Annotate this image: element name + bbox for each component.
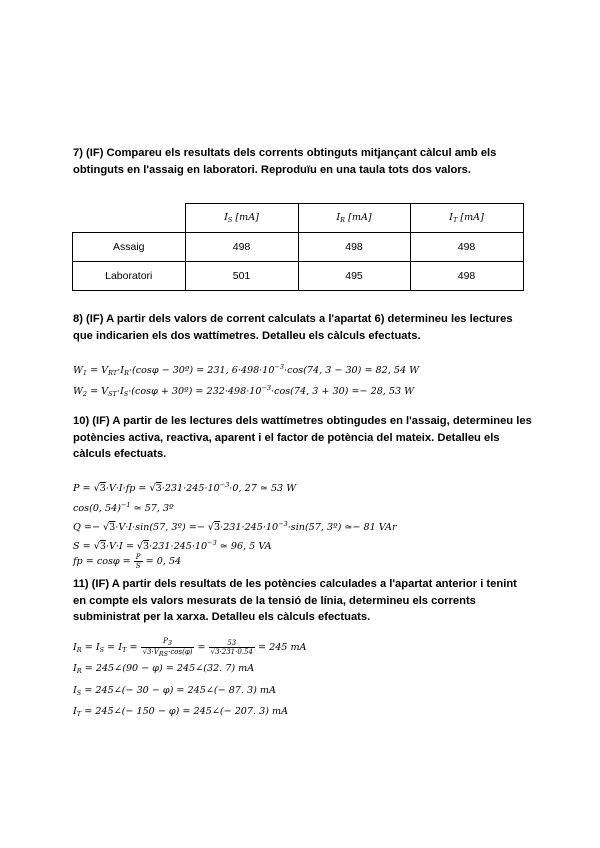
equation-is: $I_S$ = 245∠(− 30 − φ) = 245∠(− 87. 3) mA [73,685,276,697]
header-ir: $I_R$ [mA] [298,204,410,233]
table-header-row [73,204,524,233]
question-7: 7) (IF) Compareu els resultats dels corrents obtinguts mitjançant càlcul amb els obtinguts en l'assaig en laboratori. Reproduïu en una taula tots dos valors. [73,147,497,176]
table-cell: 498 [410,262,523,291]
question-10: 10) (IF) A partir de les lectures dels wattímetres obtingudes en l'assaig, determineu les potències activa, reactiva, aparent i el factor de potència del mateix. Detalleu els càlculs efectuats. [73,415,532,460]
header-it: $I_T$ [mA] [410,204,523,233]
equation-w1: $W_1 = V_{RT}\cdot I_R\cdot(\cos\varphi$ − 30º) = 231, $6\cdot 498\cdot 10^{-3}\cdot\cos(74$, 3 − 30) = 82, 54 W [73,363,419,377]
equation-s: $S = √3\cdot V\cdot I = √3\cdot 231\cdot 245\cdot 10^{-3}$ ≃ 96, 5 VA [73,539,272,552]
question-11: 11) (IF) A partir dels resultats de les potències calculades a l'apartat anterior i tenint en compte els valors mesurats de la tensió de línia, determineu els corrents subministrat per la xarxa. Detalleu els càlculs efectuats. [73,578,517,623]
equation-q: Q =− √3·V·I·sin(57, 3º) =− $√3\cdot 231\cdot 245\cdot 10^{-3}\cdot\sin(57$, 3º) ≃− 81 VAr [73,520,397,533]
equation-acos: cos(0, 54)$^{-1}$ ≃ 57, 3º [73,501,174,514]
header-is: $I_S$ [mA] [185,204,298,233]
table-cell: 495 [298,262,410,291]
equation-it: $I_T$ = 245∠(− 150 − φ) = 245∠(− 207. 3) mA [73,706,289,718]
table-row [73,262,524,291]
table-cell: 498 [298,233,410,262]
table-cell: 501 [185,262,298,291]
table-cell: 498 [185,233,298,262]
equation-ir: $I_R$ = 245∠(90 − φ) = 245∠(32. 7) mA [73,663,255,675]
equation-w2: $W_2 = V_{ST}\cdot I_S\cdot(\cos\varphi$ + 30º) = $232\cdot 498\cdot 10^{-3}\cdot\cos(74$, 3 + 30) =− 28, 53 W [73,384,415,398]
equation-p: $P = √3\cdot V\cdot I\cdot fp = √3\cdot 231\cdot 245\cdot 10^{-3}\cdot 0$, 27 ≃ 53 W [73,481,297,494]
equation-fp: fp = cosφ = $\frac{P}{S}$ = 0, 54 [73,553,182,570]
equation-currents: $I_R = I_S = I_T$ = $\frac{P_3}{√3\cdot V_{RS}\cdot\cos(\varphi)}$ = $\frac{53}{√3\cdot 231\cdot 0.54}$ = 245 mA [73,637,307,658]
results-table [72,203,524,291]
row-label: Laboratori [73,262,186,291]
row-label: Assaig [73,233,186,262]
table-corner [73,204,186,233]
table-row [73,233,524,262]
table-cell: 498 [410,233,523,262]
question-8: 8) (IF) A partir dels valors de corrent calculats a l'apartat 6) determineu les lectures que indicarien els dos wattímetres. Detalleu els càlculs efectuats. [73,313,513,342]
